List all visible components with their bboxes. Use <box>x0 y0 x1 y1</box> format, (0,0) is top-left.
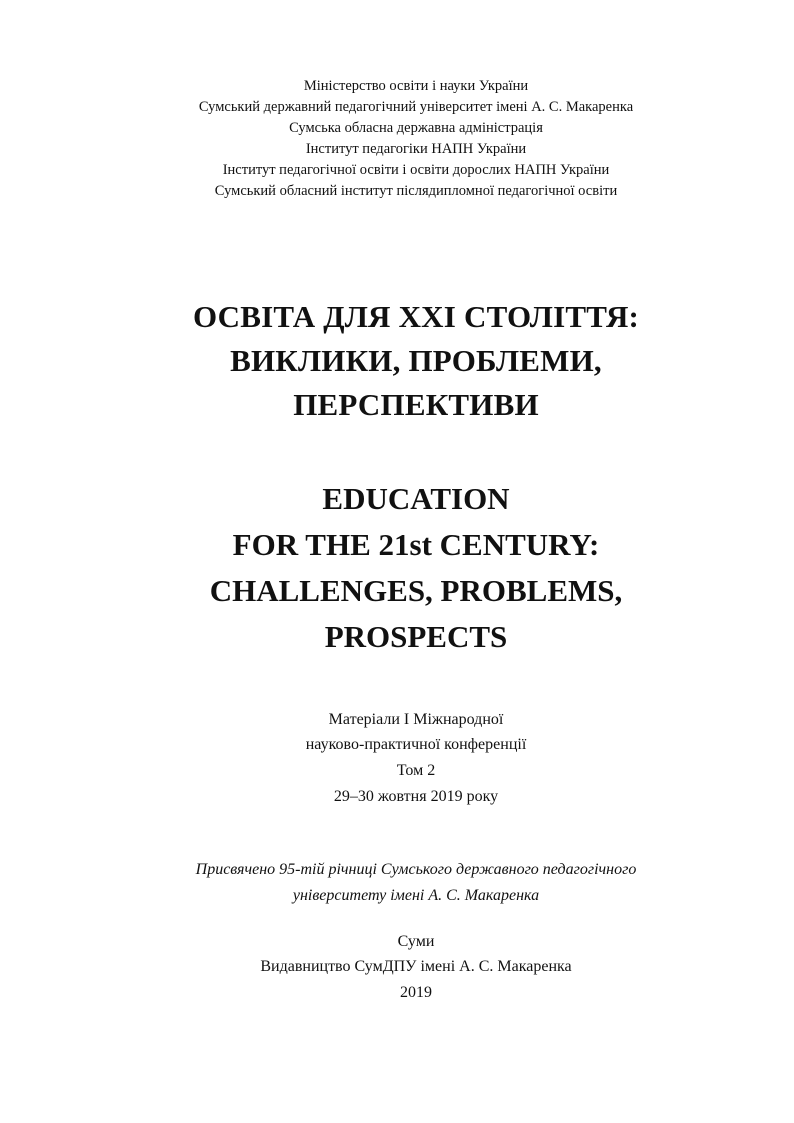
publication-year: 2019 <box>400 984 432 1001</box>
publisher-name: Видавництво СумДПУ імені А. С. Макаренка <box>260 958 572 975</box>
organization-line: Сумський обласний інститут післядипломної педагогічної освіти <box>214 183 618 199</box>
title-ua-line: ПЕРСПЕКТИВИ <box>293 387 539 422</box>
title-ua-line: ВИКЛИКИ, ПРОБЛЕМИ, <box>230 343 602 378</box>
organization-line: Сумська обласна державна адміністрація <box>289 120 543 136</box>
organization-line: Міністерство освіти і науки України <box>303 78 529 94</box>
title-en-line: CHALLENGES, PROBLEMS, <box>209 573 623 608</box>
conference-dates: 29–30 жовтня 2019 року <box>333 788 499 805</box>
dedication-line: університету імені А. С. Макаренка <box>292 887 540 904</box>
dedication-line: Присвячено 95-тій річниці Сумського державного педагогічного <box>195 861 637 878</box>
title-ua-line: ОСВІТА ДЛЯ ХХІ СТОЛІТТЯ: <box>192 299 640 334</box>
organization-line: Сумський державний педагогічний університет імені А. С. Макаренка <box>198 99 634 115</box>
materials-line: науково-практичної конференції <box>305 736 527 753</box>
materials-line: Матеріали І Міжнародної <box>328 711 504 728</box>
title-en-line: PROSPECTS <box>324 619 508 654</box>
organization-line: Інститут педагогічної освіти і освіти дорослих НАПН України <box>222 162 610 178</box>
publisher-city: Суми <box>397 933 435 950</box>
title-en-line: FOR THE 21st CENTURY: <box>232 527 600 562</box>
volume-label: Том 2 <box>396 762 436 779</box>
title-en-line: EDUCATION <box>322 481 510 516</box>
organization-line: Інститут педагогіки НАПН України <box>305 141 527 157</box>
